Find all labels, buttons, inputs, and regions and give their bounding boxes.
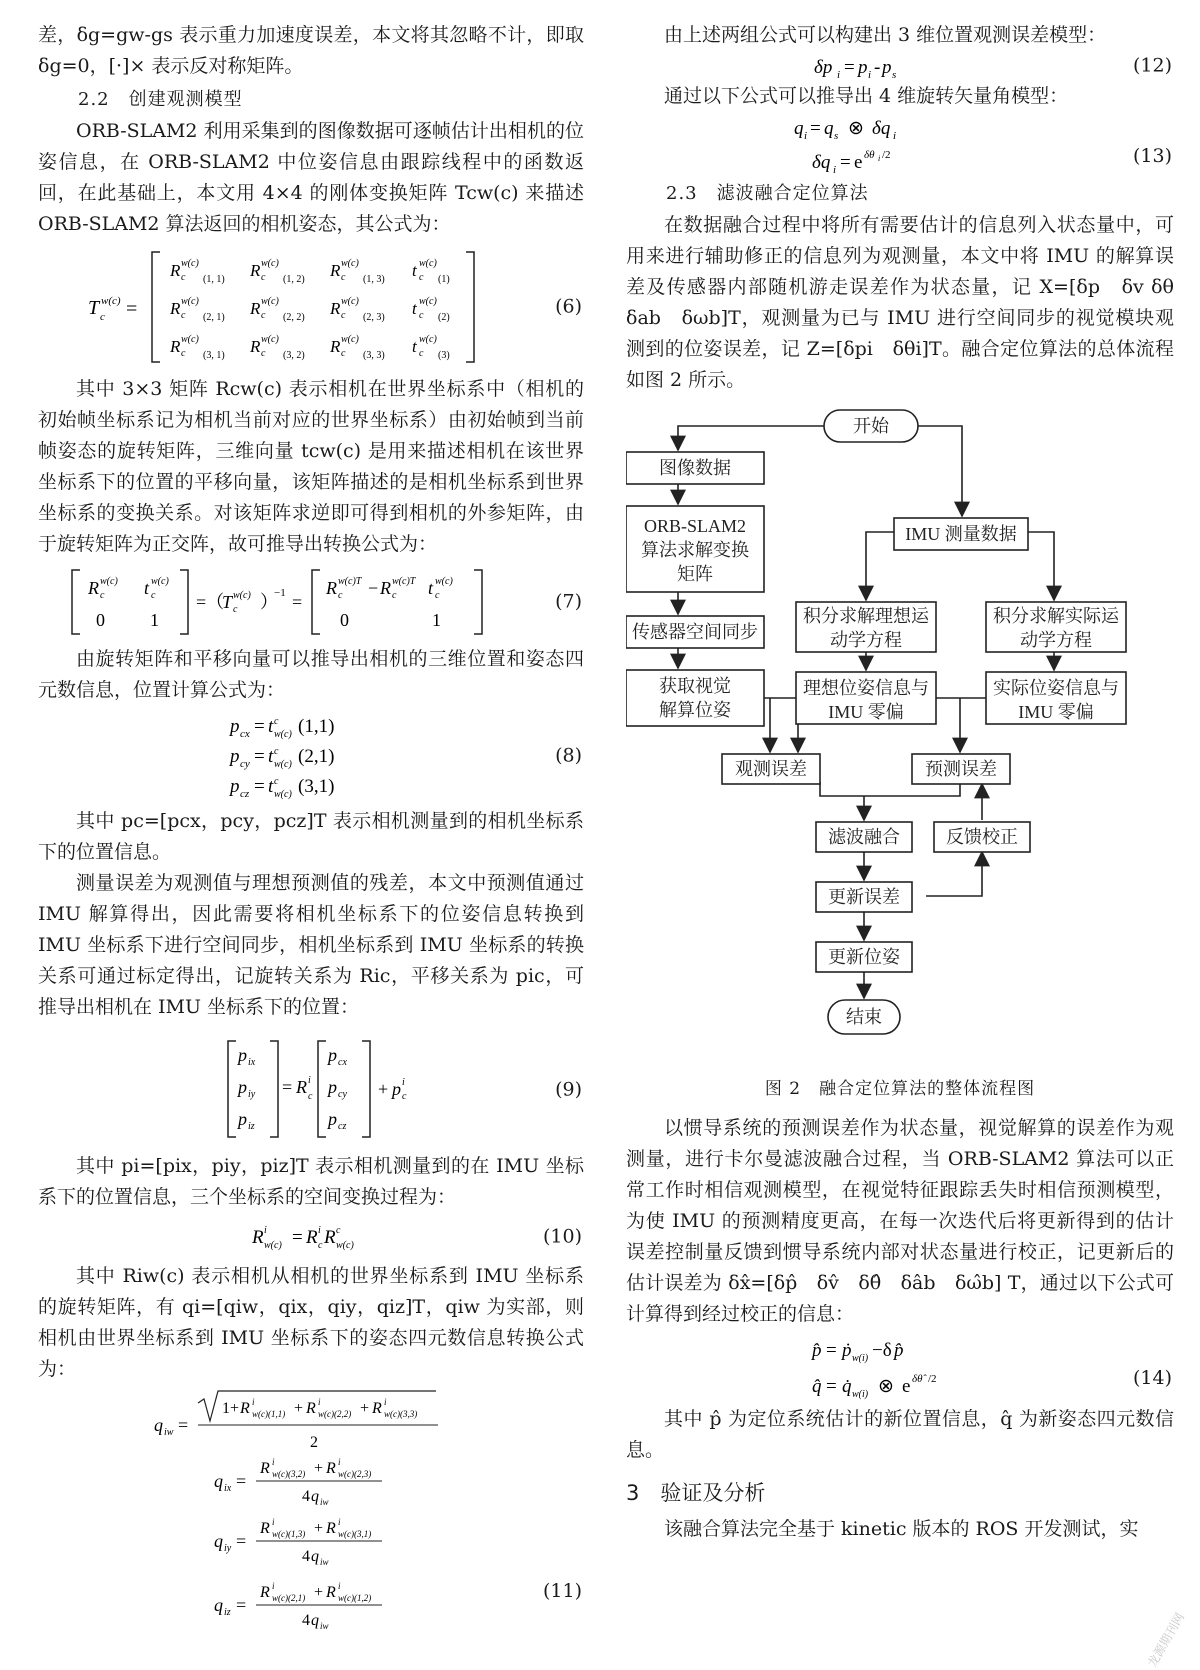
svg-text:q: q bbox=[214, 1531, 223, 1551]
svg-text:cz: cz bbox=[338, 1121, 347, 1132]
svg-text:c: c bbox=[435, 590, 440, 601]
equation-9 bbox=[38, 1037, 584, 1143]
svg-text:−1: −1 bbox=[274, 587, 286, 599]
svg-text:e: e bbox=[902, 1376, 911, 1397]
section-heading-2-3: 2.3 滤波融合定位算法 bbox=[666, 183, 869, 204]
svg-text:(1,1): (1,1) bbox=[298, 716, 335, 737]
svg-text:w(c): w(c) bbox=[419, 296, 437, 307]
svg-text:cz: cz bbox=[240, 788, 250, 800]
svg-text:q: q bbox=[214, 1471, 223, 1491]
svg-text:R: R bbox=[88, 578, 99, 598]
svg-text:w(c): w(c) bbox=[181, 334, 199, 345]
svg-text:R: R bbox=[380, 578, 391, 598]
svg-text:ṗ: ṗ bbox=[842, 1340, 852, 1361]
svg-text:p: p bbox=[392, 1079, 401, 1099]
svg-text:i: i bbox=[272, 1517, 275, 1527]
svg-text:R: R bbox=[240, 1400, 250, 1417]
svg-text:=: = bbox=[840, 152, 851, 173]
svg-text:i: i bbox=[252, 1397, 255, 1407]
equation-number: (12) bbox=[1132, 54, 1172, 77]
svg-text:w(c)T: w(c)T bbox=[338, 576, 362, 587]
svg-text:R: R bbox=[326, 578, 337, 598]
svg-text:(2, 3): (2, 3) bbox=[363, 312, 385, 323]
paragraph: 测量误差为观测值与理想预测值的残差，本文中预测值通过 IMU 解算得出，因此需要将相机坐标系下的位姿信息转换到 IMU 坐标系下进行空间同步，相机坐标系到 IMU 坐标系的转换关系可通过标定得出，记旋转关系为 Ric，平移关系为 pic，可推导出相机在 IMU 坐标系下的位置： bbox=[38, 872, 584, 1018]
svg-text:1: 1 bbox=[432, 610, 441, 630]
svg-text:(3): (3) bbox=[438, 350, 450, 361]
flow-label: 积分求解理想运 bbox=[803, 606, 929, 626]
paragraph: 其中 Riw(c) 表示相机从相机的世界坐标系到 IMU 坐标系的旋转矩阵，有 qi=[qiw，qix，qiy，qiz]T，qiw 为实部，则相机由世界坐标系到 IMU 坐标系下的姿态四元数信息转换公式为： bbox=[38, 1265, 584, 1380]
svg-text:c: c bbox=[419, 310, 424, 321]
svg-text:t: t bbox=[268, 746, 274, 767]
equation-number: (14) bbox=[1132, 1367, 1172, 1389]
svg-text:R: R bbox=[296, 1077, 307, 1097]
svg-text:t: t bbox=[412, 337, 417, 356]
svg-text:4: 4 bbox=[302, 1612, 310, 1629]
svg-text:i: i bbox=[272, 1581, 275, 1591]
svg-text:q: q bbox=[154, 1415, 163, 1435]
svg-text:i: i bbox=[318, 1225, 321, 1236]
flow-label: 解算位姿 bbox=[659, 700, 731, 720]
svg-text:R: R bbox=[260, 1584, 270, 1601]
svg-text:w(c): w(c) bbox=[336, 1240, 354, 1251]
svg-text:i: i bbox=[384, 1397, 387, 1407]
svg-text:δθ: δθ bbox=[864, 149, 875, 161]
svg-text:=: = bbox=[292, 1227, 303, 1248]
svg-text:(2, 2): (2, 2) bbox=[283, 312, 305, 323]
svg-text:w(c): w(c) bbox=[261, 296, 279, 307]
equation-number: (9) bbox=[555, 1078, 582, 1101]
svg-text:w(c): w(c) bbox=[101, 295, 121, 307]
svg-text:2: 2 bbox=[310, 1434, 318, 1451]
svg-text:q: q bbox=[214, 1595, 223, 1615]
svg-text:=: = bbox=[254, 716, 265, 737]
svg-text:t: t bbox=[268, 716, 274, 737]
flow-label: 动学方程 bbox=[830, 630, 902, 650]
svg-text:p̂: p̂ bbox=[894, 1340, 904, 1361]
svg-text:=（: =（ bbox=[196, 592, 225, 612]
svg-text:+: + bbox=[314, 1460, 324, 1477]
svg-text:ix: ix bbox=[224, 1483, 232, 1494]
svg-text:cx: cx bbox=[338, 1057, 347, 1068]
watermark: 龙源期刊网 bbox=[1145, 1610, 1188, 1670]
equation-6-graphic bbox=[38, 244, 538, 370]
svg-text:R: R bbox=[330, 261, 341, 280]
svg-text:=: = bbox=[178, 1415, 189, 1435]
svg-text:(3, 3): (3, 3) bbox=[363, 350, 385, 361]
svg-text:w(c)(2,1): w(c)(2,1) bbox=[272, 1593, 306, 1603]
equation-14-graphic bbox=[626, 1332, 1026, 1402]
svg-text:c: c bbox=[274, 716, 279, 727]
svg-text:T: T bbox=[88, 297, 100, 319]
flow-label: 获取视觉 bbox=[659, 676, 731, 696]
svg-text:i: i bbox=[338, 1517, 341, 1527]
svg-text:p: p bbox=[328, 1109, 337, 1129]
svg-text:c: c bbox=[336, 1225, 341, 1236]
svg-text:/2: /2 bbox=[882, 149, 891, 161]
svg-text:(2, 1): (2, 1) bbox=[203, 312, 225, 323]
paragraph: 其中 p̂ 为定位系统估计的新位置信息，q̂ 为新姿态四元数信息。 bbox=[626, 1408, 1174, 1461]
svg-text:w(c)(3,1): w(c)(3,1) bbox=[338, 1529, 372, 1539]
svg-text:w(c)(1,2): w(c)(1,2) bbox=[338, 1593, 372, 1603]
svg-text:(1): (1) bbox=[438, 274, 450, 285]
svg-text:R: R bbox=[170, 261, 181, 280]
flow-label: 理想位姿信息与 bbox=[803, 678, 929, 698]
svg-text:=: = bbox=[236, 1471, 247, 1491]
svg-text:t: t bbox=[412, 299, 417, 318]
svg-text:R: R bbox=[170, 299, 181, 318]
svg-text:iy: iy bbox=[248, 1089, 256, 1100]
svg-text:+: + bbox=[314, 1584, 324, 1601]
svg-text:）: ） bbox=[260, 592, 278, 612]
svg-text:4: 4 bbox=[302, 1488, 310, 1505]
svg-text:w(c): w(c) bbox=[261, 334, 279, 345]
svg-text:δq: δq bbox=[872, 118, 891, 139]
svg-text:q: q bbox=[311, 1548, 319, 1565]
svg-text:w(c): w(c) bbox=[274, 759, 292, 770]
svg-text:c: c bbox=[338, 590, 343, 601]
svg-text:c: c bbox=[274, 776, 279, 787]
svg-text:w(c): w(c) bbox=[435, 576, 453, 587]
flow-label: 算法求解变换 bbox=[641, 540, 749, 560]
flow-label: 积分求解实际运 bbox=[993, 606, 1119, 626]
svg-text:−δ: −δ bbox=[872, 1340, 892, 1361]
svg-text:w(c): w(c) bbox=[100, 576, 118, 587]
flow-label: IMU 零偏 bbox=[1018, 702, 1094, 722]
svg-text:i: i bbox=[878, 154, 881, 163]
svg-text:R: R bbox=[326, 1584, 336, 1601]
svg-text:w(c): w(c) bbox=[181, 296, 199, 307]
section-heading-2-2: 2.2 创建观测模型 bbox=[78, 89, 243, 110]
svg-text:w(c)(1,1): w(c)(1,1) bbox=[252, 1409, 286, 1419]
svg-text:c: c bbox=[151, 590, 156, 601]
flow-label: 矩阵 bbox=[677, 564, 713, 584]
svg-text:i: i bbox=[868, 69, 872, 81]
section-heading-3: 3 验证及分析 bbox=[626, 1481, 766, 1505]
svg-text:i: i bbox=[318, 1397, 321, 1407]
paragraph: 其中 3×3 矩阵 Rcw(c) 表示相机在世界坐标系中（相机的初始帧坐标系记为相机当前对应的世界坐标系）由初始帧到当前帧姿态的旋转矩阵，三维向量 tcw(c) 是用来描述相机在该世界坐标系下的位置的平移向量，该矩阵描述的是相机坐标系到世界坐标系的变换关系。对该矩阵求逆即可得到相机的外参矩阵，由于旋转矩阵为正交阵，故可推导出转换公式为： bbox=[38, 378, 584, 555]
equation-7-graphic bbox=[38, 564, 508, 640]
svg-text:⊗: ⊗ bbox=[878, 1376, 894, 1397]
flow-label: 传感器空间同步 bbox=[632, 622, 758, 642]
svg-text:q̇: q̇ bbox=[842, 1376, 852, 1397]
svg-text:(1, 2): (1, 2) bbox=[283, 274, 305, 285]
svg-text:-: - bbox=[874, 57, 881, 78]
svg-text:c: c bbox=[274, 746, 279, 757]
svg-text:+: + bbox=[314, 1520, 324, 1537]
svg-text:(1, 3): (1, 3) bbox=[363, 274, 385, 285]
paragraph: 由上述两组公式可以构建出 3 维位置观测误差模型： bbox=[664, 24, 1107, 46]
svg-text:R: R bbox=[306, 1227, 318, 1248]
svg-text:T: T bbox=[222, 592, 233, 612]
equation-number: (10) bbox=[542, 1225, 582, 1248]
svg-text:p: p bbox=[858, 57, 868, 78]
svg-text:+: + bbox=[378, 1079, 389, 1099]
svg-text:R: R bbox=[250, 261, 261, 280]
svg-text:−: − bbox=[368, 578, 379, 598]
svg-text:=: = bbox=[282, 1077, 293, 1097]
figure-caption: 图 2 融合定位算法的整体流程图 bbox=[764, 1079, 1036, 1099]
svg-text:c: c bbox=[419, 272, 424, 283]
svg-text:R: R bbox=[250, 299, 261, 318]
svg-text:=: = bbox=[236, 1595, 247, 1615]
svg-text:R: R bbox=[326, 1520, 336, 1537]
equation-14 bbox=[626, 1332, 1174, 1402]
svg-text:t: t bbox=[268, 776, 274, 797]
paragraph: 该融合算法完全基于 kinetic 版本的 ROS 开发测试，实 bbox=[664, 1518, 1139, 1540]
svg-text:+: + bbox=[360, 1400, 370, 1417]
svg-text:t: t bbox=[412, 261, 417, 280]
svg-text:c: c bbox=[402, 1091, 407, 1102]
flow-label: 结束 bbox=[846, 1007, 882, 1027]
equation-number: (13) bbox=[1132, 145, 1172, 167]
paragraph: 以惯导系统的预测误差作为状态量，视觉解算的误差作为观测量，进行卡尔曼滤波融合过程，当 ORB-SLAM2 算法可以正常工作时相信观测模型，在视觉特征跟踪丢失时相信预测模型，为使 IMU 的预测精度更高，在每一次迭代后将更新得到的估计误差控制量反馈到惯导系统内部对状态量进行校正，记更新后的估计误差为 δx̂=[δp̂ δv̂ δθ̂ δâb δω̂b] T，通过以下公式可计算得到经过校正的信息： bbox=[626, 1117, 1174, 1325]
svg-text:p: p bbox=[230, 716, 240, 737]
svg-text:q: q bbox=[794, 118, 804, 139]
svg-text:R: R bbox=[260, 1460, 270, 1477]
svg-text:c: c bbox=[181, 348, 186, 359]
svg-text:i: i bbox=[338, 1581, 341, 1591]
flow-label: ORB-SLAM2 bbox=[643, 516, 747, 536]
equation-11-graphic bbox=[38, 1389, 498, 1635]
svg-text:w(c): w(c) bbox=[181, 258, 199, 269]
svg-text:iz: iz bbox=[248, 1121, 255, 1132]
svg-text:0: 0 bbox=[340, 610, 349, 630]
flow-label: 观测误差 bbox=[735, 759, 807, 779]
svg-text:q: q bbox=[824, 118, 834, 139]
flow-label: 图像数据 bbox=[659, 458, 731, 478]
svg-text:R: R bbox=[330, 299, 341, 318]
svg-text:p: p bbox=[328, 1077, 337, 1097]
svg-text:w(c): w(c) bbox=[341, 258, 359, 269]
equation-8-graphic bbox=[38, 710, 438, 802]
svg-text:R: R bbox=[260, 1520, 270, 1537]
svg-text:R: R bbox=[250, 337, 261, 356]
svg-text:p: p bbox=[238, 1077, 247, 1097]
svg-text:p: p bbox=[328, 1045, 337, 1065]
svg-text:⊗: ⊗ bbox=[848, 118, 864, 139]
svg-text:=: = bbox=[810, 118, 821, 139]
equation-6 bbox=[38, 244, 584, 370]
svg-text:w(c): w(c) bbox=[261, 258, 279, 269]
flow-label: 开始 bbox=[853, 416, 889, 436]
svg-text:c: c bbox=[261, 310, 266, 321]
svg-text:p: p bbox=[238, 1109, 247, 1129]
svg-text:c: c bbox=[341, 348, 346, 359]
svg-text:+: + bbox=[294, 1400, 304, 1417]
svg-text:w(c)T: w(c)T bbox=[392, 576, 416, 587]
svg-text:(2): (2) bbox=[438, 312, 450, 323]
svg-text:ix: ix bbox=[248, 1057, 256, 1068]
svg-text:c: c bbox=[233, 604, 238, 615]
paragraph: 由旋转矩阵和平移向量可以推导出相机的三维位置和姿态四元数信息，位置计算公式为： bbox=[38, 648, 584, 701]
svg-text:(1, 1): (1, 1) bbox=[203, 274, 225, 285]
right-column bbox=[626, 20, 1194, 1545]
svg-text:=: = bbox=[844, 57, 855, 78]
svg-text:c: c bbox=[392, 590, 397, 601]
svg-text:i: i bbox=[308, 1075, 311, 1086]
svg-text:w(c): w(c) bbox=[274, 729, 292, 740]
svg-text:i: i bbox=[837, 69, 841, 81]
svg-text:c: c bbox=[100, 590, 105, 601]
svg-text:1+: 1+ bbox=[222, 1400, 240, 1417]
svg-text:iy: iy bbox=[224, 1543, 232, 1554]
flow-label: 预测误差 bbox=[925, 759, 997, 779]
svg-text:R: R bbox=[372, 1400, 382, 1417]
svg-text:c: c bbox=[308, 1091, 313, 1102]
paragraph: 在数据融合过程中将所有需要估计的信息列入状态量中，可用来进行辅助修正的信息列为观测量，本文中将 IMU 的解算误差及传感器内部随机游走误差作为状态量，记 X=[δp δv δθ δab δωb]T，观测量为已与 IMU 进行空间同步的视觉模块观测到的位姿误差，记 Z=[δpi δθi]T。融合定位算法的总体流程如图 2 所示。 bbox=[626, 214, 1194, 391]
svg-text:iz: iz bbox=[224, 1607, 231, 1618]
svg-text:=: = bbox=[292, 592, 303, 612]
svg-text:i: i bbox=[833, 164, 837, 176]
svg-text:iw: iw bbox=[320, 1497, 329, 1507]
svg-text:w(i): w(i) bbox=[852, 1389, 869, 1400]
svg-text:cx: cx bbox=[240, 728, 250, 740]
svg-text:w(c)(2,2): w(c)(2,2) bbox=[318, 1409, 352, 1419]
svg-text:c: c bbox=[419, 348, 424, 359]
svg-text:i: i bbox=[338, 1457, 341, 1467]
svg-text:i: i bbox=[893, 130, 897, 142]
svg-text:c: c bbox=[341, 310, 346, 321]
svg-text:δq: δq bbox=[812, 152, 831, 173]
svg-text:R: R bbox=[252, 1227, 264, 1248]
svg-text:i: i bbox=[804, 130, 808, 142]
svg-text:1: 1 bbox=[150, 610, 159, 630]
svg-text:(3, 1): (3, 1) bbox=[203, 350, 225, 361]
equation-number: (8) bbox=[555, 744, 582, 767]
svg-text:w(c)(2,3): w(c)(2,3) bbox=[338, 1469, 372, 1479]
svg-text:(3,1): (3,1) bbox=[298, 776, 335, 797]
equation-12-graphic bbox=[626, 51, 1026, 81]
svg-text:c: c bbox=[181, 310, 186, 321]
svg-text:0: 0 bbox=[96, 610, 105, 630]
equation-8 bbox=[38, 710, 584, 802]
svg-text:=: = bbox=[826, 1376, 837, 1397]
flow-label: 更新误差 bbox=[828, 887, 900, 907]
svg-text:c: c bbox=[261, 348, 266, 359]
paragraph: 其中 pc=[pcx，pcy，pcz]T 表示相机测量到的相机坐标系下的位置信息。 bbox=[38, 810, 584, 863]
svg-text:w(c)(1,3): w(c)(1,3) bbox=[272, 1529, 306, 1539]
svg-text:t: t bbox=[144, 578, 150, 598]
svg-text:w(c)(3,2): w(c)(3,2) bbox=[272, 1469, 306, 1479]
svg-text:s: s bbox=[892, 69, 897, 81]
equation-10 bbox=[38, 1217, 584, 1257]
svg-text:q̂: q̂ bbox=[812, 1376, 822, 1397]
equation-7 bbox=[38, 564, 584, 640]
paragraph: 其中 pi=[pix，piy，piz]T 表示相机测量到的在 IMU 坐标系下的位置信息，三个坐标系的空间变换过程为： bbox=[38, 1155, 584, 1208]
flow-label: 动学方程 bbox=[1020, 630, 1092, 650]
equation-11 bbox=[38, 1389, 584, 1635]
svg-text:=: = bbox=[236, 1531, 247, 1551]
svg-text:(3, 2): (3, 2) bbox=[283, 350, 305, 361]
svg-text:w(c): w(c) bbox=[151, 576, 169, 587]
paragraph: 差，δg=gw-gs 表示重力加速度误差，本文将其忽略不计，即取 δg=0，[·]× 表示反对称矩阵。 bbox=[38, 24, 584, 77]
svg-text:R: R bbox=[306, 1400, 316, 1417]
svg-text:w(i): w(i) bbox=[852, 1353, 869, 1364]
svg-text:p̂: p̂ bbox=[812, 1340, 822, 1361]
flow-label: 滤波融合 bbox=[828, 827, 900, 847]
paragraph: ORB-SLAM2 利用采集到的图像数据可逐帧估计出相机的位姿信息，在 ORB-SLAM2 中位姿信息由跟踪线程中的函数返回，在此基础上，本文用 4×4 的刚体变换矩阵 Tcw(c) 来描述 ORB-SLAM2 算法返回的相机姿态，其公式为： bbox=[38, 120, 584, 235]
svg-text:q: q bbox=[311, 1612, 319, 1629]
svg-text:/2: /2 bbox=[928, 1373, 937, 1385]
svg-text:=: = bbox=[254, 776, 265, 797]
svg-text:w(c): w(c) bbox=[341, 296, 359, 307]
equation-13 bbox=[626, 112, 1174, 176]
svg-text:(2,1): (2,1) bbox=[298, 746, 335, 767]
svg-text:R: R bbox=[170, 337, 181, 356]
svg-text:p: p bbox=[882, 57, 892, 78]
flow-label: 实际位姿信息与 bbox=[993, 678, 1119, 698]
svg-text:R: R bbox=[324, 1227, 336, 1248]
equation-9-graphic bbox=[38, 1037, 438, 1143]
svg-text:t: t bbox=[428, 578, 434, 598]
svg-text:=: = bbox=[126, 298, 138, 320]
svg-text:w(c): w(c) bbox=[341, 334, 359, 345]
svg-text:i: i bbox=[264, 1225, 267, 1236]
svg-text:iw: iw bbox=[164, 1427, 174, 1438]
svg-text:=: = bbox=[254, 746, 265, 767]
equation-13-graphic bbox=[626, 112, 1026, 176]
svg-text:cy: cy bbox=[338, 1089, 347, 1100]
flowchart-figure-2 bbox=[626, 408, 1174, 1070]
svg-text:iw: iw bbox=[320, 1557, 329, 1567]
svg-text:p: p bbox=[238, 1045, 247, 1065]
flow-label: IMU 测量数据 bbox=[905, 524, 1017, 544]
svg-text:w(c): w(c) bbox=[419, 334, 437, 345]
equation-number: (7) bbox=[555, 590, 582, 613]
svg-text:p: p bbox=[230, 746, 240, 767]
svg-text:i: i bbox=[402, 1077, 405, 1088]
paragraph: 通过以下公式可以推导出 4 维旋转矢量角模型： bbox=[664, 85, 1069, 107]
svg-text:R: R bbox=[330, 337, 341, 356]
svg-text:c: c bbox=[261, 272, 266, 283]
svg-text:iw: iw bbox=[320, 1621, 329, 1631]
flow-label: IMU 零偏 bbox=[828, 702, 904, 722]
svg-text:δp: δp bbox=[814, 57, 833, 78]
equation-12 bbox=[626, 51, 1174, 81]
svg-text:c: c bbox=[181, 272, 186, 283]
svg-text:q: q bbox=[311, 1488, 319, 1505]
svg-text:w(c)(3,3): w(c)(3,3) bbox=[384, 1409, 418, 1419]
svg-text:4: 4 bbox=[302, 1548, 310, 1565]
svg-text:c: c bbox=[318, 1240, 323, 1251]
svg-text:=: = bbox=[826, 1340, 837, 1361]
equation-number: (11) bbox=[542, 1580, 582, 1602]
svg-text:R: R bbox=[326, 1460, 336, 1477]
svg-text:s: s bbox=[834, 130, 839, 142]
svg-text:w(c): w(c) bbox=[274, 789, 292, 800]
svg-text:δθ̂: δθ̂ bbox=[912, 1373, 923, 1385]
svg-text:e: e bbox=[854, 152, 863, 173]
flow-label: 更新位姿 bbox=[828, 947, 900, 967]
svg-text:cy: cy bbox=[240, 758, 250, 770]
equation-number: (6) bbox=[555, 295, 582, 318]
svg-text:i: i bbox=[272, 1457, 275, 1467]
svg-text:c: c bbox=[341, 272, 346, 283]
equation-10-graphic bbox=[38, 1217, 438, 1257]
svg-text:p: p bbox=[230, 776, 240, 797]
svg-text:w(c): w(c) bbox=[419, 258, 437, 269]
svg-text:c: c bbox=[100, 311, 105, 323]
svg-text:w(c): w(c) bbox=[233, 590, 251, 601]
left-column bbox=[38, 20, 584, 1639]
flow-label: 反馈校正 bbox=[946, 827, 1018, 847]
svg-text:w(c): w(c) bbox=[264, 1240, 282, 1251]
